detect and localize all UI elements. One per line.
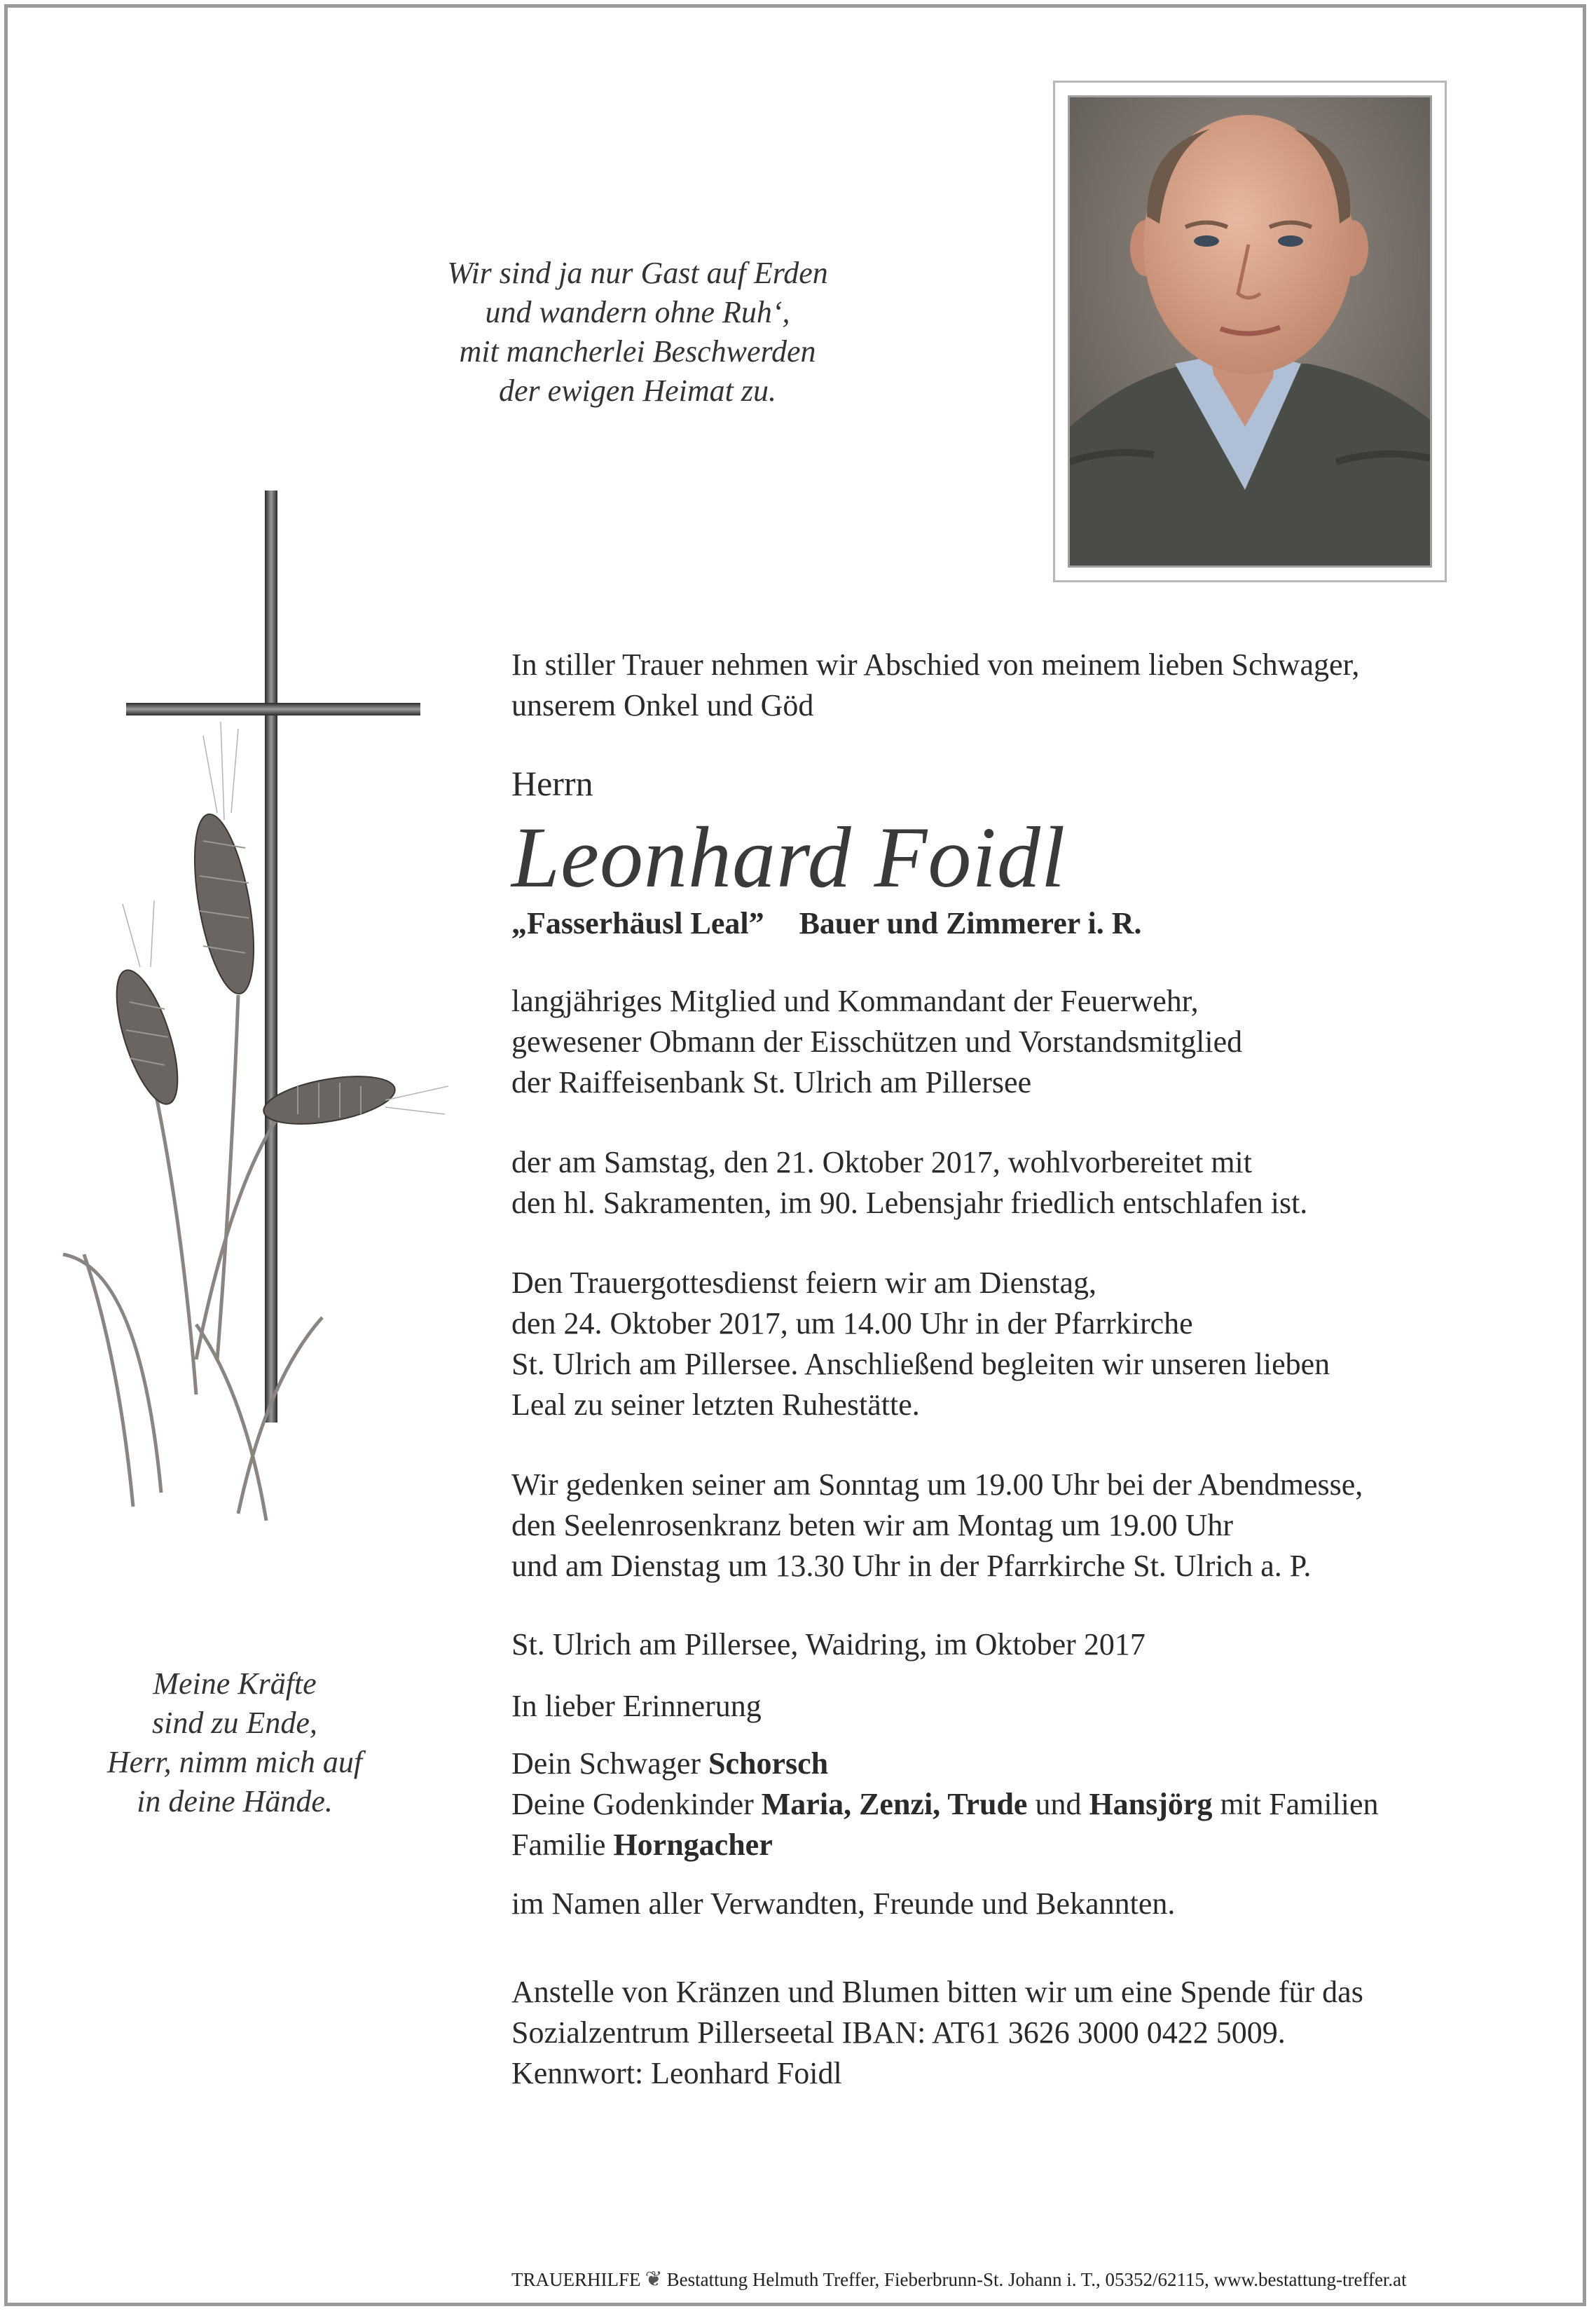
- memory-line: In lieber Erinnerung: [511, 1689, 762, 1723]
- mourner-line: Familie Horngacher: [511, 1828, 773, 1862]
- roles-text: langjähriges Mitglied und Kommandant der Feuerwehr, gewesener Obmann der Eisschützen und Vorstandsmitglied der Raiffeisenbank St. Ulrich am Pillersee: [511, 984, 1243, 1099]
- nickname-occupation: [511, 905, 1548, 942]
- footer: [511, 2268, 1562, 2291]
- nickname: „Fasserhäusl Leal”: [511, 906, 764, 940]
- portrait-photo: [1068, 95, 1432, 568]
- footer-brand: TRAUERHILFE: [511, 2269, 641, 2290]
- place-date: St. Ulrich am Pillersee, Waidring, im Oktober 2017: [511, 1627, 1146, 1661]
- portrait-frame: [1053, 81, 1447, 582]
- donation-text: Anstelle von Kränzen und Blumen bitten wir um eine Spende für das Sozialzentrum Pillerseetal IBAN: AT61 3626 3000 0422 5009. Kennwort: Leonhard Foidl: [511, 1975, 1363, 2090]
- top-verse: Wir sind ja nur Gast auf Erden und wandern ohne Ruh‘, mit mancherlei Beschwerden der ewigen Heimat zu.: [447, 256, 828, 408]
- mourners-list: [511, 1743, 1548, 1865]
- salutation: Herrn: [511, 764, 593, 803]
- deceased-name: Leonhard Foidl: [511, 809, 1066, 905]
- occupation: Bauer und Zimmerer i. R.: [799, 906, 1142, 940]
- death-text: der am Samstag, den 21. Oktober 2017, wohlvorbereitet mit den hl. Sakramenten, im 90. Lebensjahr friedlich entschlafen ist.: [511, 1145, 1308, 1220]
- notice-body: [511, 645, 1548, 2094]
- mourner-line: Dein Schwager Schorsch: [511, 1746, 829, 1781]
- cross-with-wheat-icon: [56, 484, 448, 1577]
- on-behalf-line: im Namen aller Verwandten, Freunde und Bekannten.: [511, 1886, 1176, 1921]
- bottom-verse: Meine Kräfte sind zu Ende, Herr, nimm mich auf in deine Hände.: [106, 1666, 363, 1818]
- mourner-line: Deine Godenkinder Maria, Zenzi, Trude und Hansjörg mit Familien: [511, 1787, 1379, 1821]
- masses-text: Wir gedenken seiner am Sonntag um 19.00 Uhr bei der Abendmesse, den Seelenrosenkranz beten wir am Montag um 19.00 Uhr und am Dienstag um 13.30 Uhr in der Pfarrkirche St. Ulrich a. P.: [511, 1467, 1363, 1583]
- footer-text: Bestattung Helmuth Treffer, Fieberbrunn-St. Johann i. T., 05352/62115, www.bestattung-treffer.at: [666, 2269, 1407, 2290]
- funeral-text: Den Trauergottesdienst feiern wir am Dienstag, den 24. Oktober 2017, um 14.00 Uhr in der Pfarrkirche St. Ulrich am Pillersee. Anschließend begleiten wir unseren lieben Leal zu seiner letzten Ruhestätte.: [511, 1266, 1330, 1422]
- intro-text: In stiller Trauer nehmen wir Abschied von meinem lieben Schwager, unserem Onkel und Göd: [511, 647, 1360, 722]
- leaf-icon: ❦: [645, 2268, 663, 2291]
